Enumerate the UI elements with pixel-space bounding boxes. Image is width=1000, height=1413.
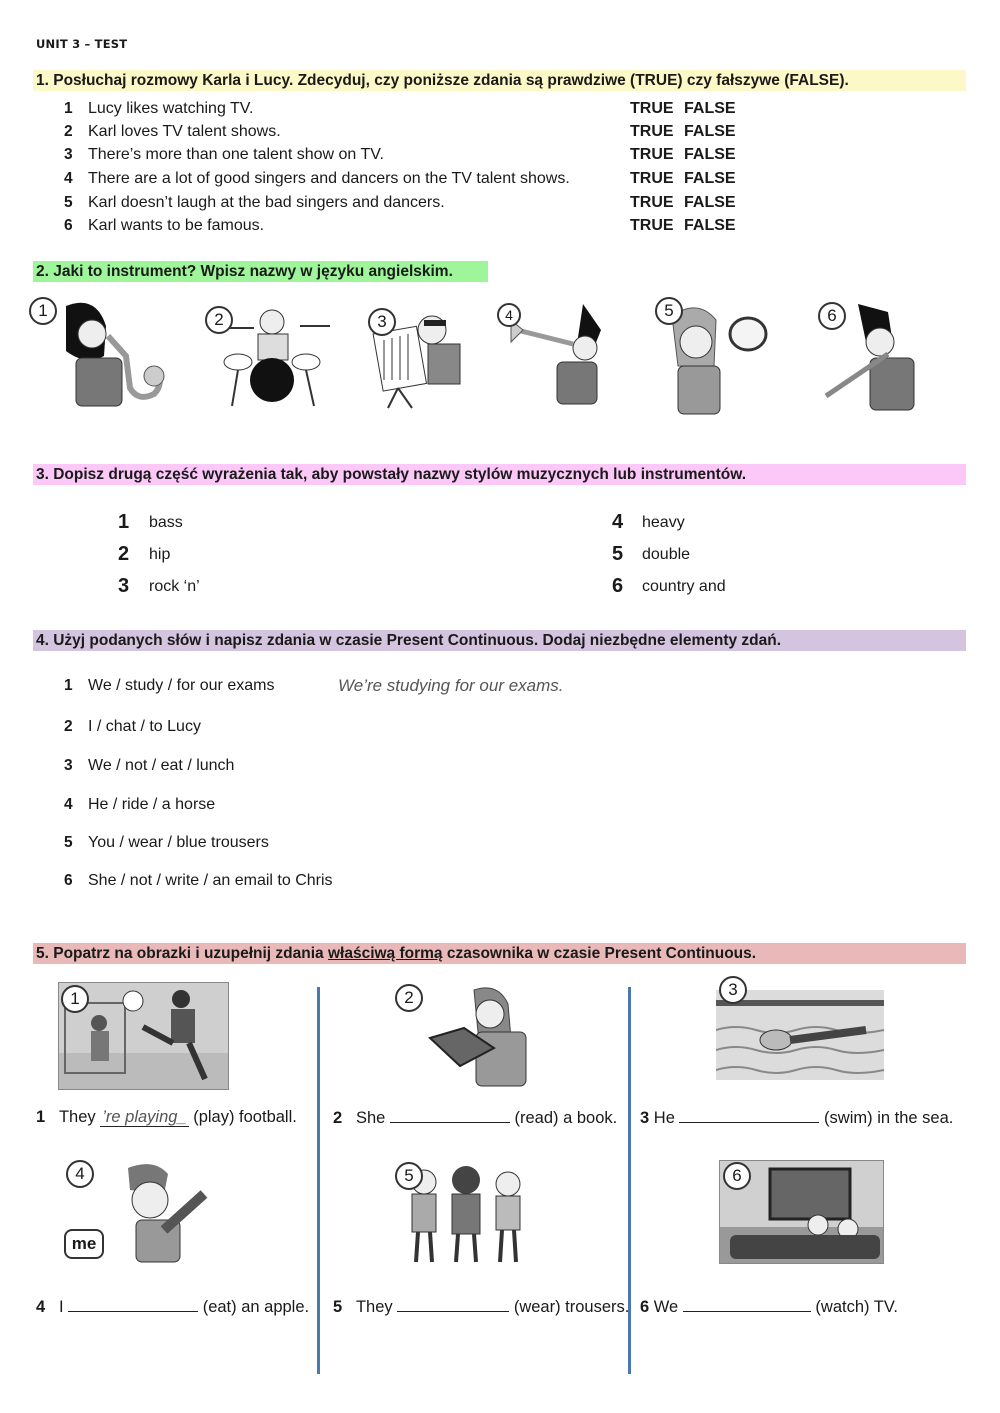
item-number: 1 [64,100,73,117]
sentence-number: 6 [640,1298,650,1316]
true-false-choice[interactable]: TRUE FALSE [630,123,736,140]
sentence-start: She [355,1109,390,1127]
exercise-1-heading: 1. Posłuchaj rozmowy Karla i Lucy. Zdecyduj, czy poniższe zdania są prawdziwe (TRUE) czy fałszywe (FALSE). [33,70,966,91]
statement-text: There’s more than one talent show on TV. [88,146,384,163]
expression-start: bass [149,514,183,531]
item-number: 2 [64,123,73,140]
sentence-end: (watch) TV. [810,1298,898,1316]
picture-number: 5 [395,1162,423,1190]
sentence-5 [333,1297,629,1317]
statement-text: Lucy likes watching TV. [88,100,254,117]
sentence-4 [36,1297,309,1317]
picture-number: 3 [719,976,747,1004]
word-prompt: I / chat / to Lucy [88,718,201,735]
statement-text: Karl loves TV talent shows. [88,123,281,140]
item-number: 1 [118,511,130,533]
picture-number: 4 [66,1160,94,1188]
me-speech-bubble: me [64,1229,104,1259]
heading-part: 5. Popatrz na obrazki i uzupełnij zdania [36,945,328,962]
column-divider [317,987,320,1374]
sentence-start: They [58,1108,101,1126]
item-number: 5 [64,194,73,211]
item-number: 4 [64,796,73,813]
item-number: 1 [64,677,73,694]
picture-number: 4 [497,303,521,327]
unit-title: UNIT 3 – TEST [36,37,128,51]
answer-blank[interactable] [397,1297,509,1312]
item-number: 6 [64,872,73,889]
picture-number: 2 [395,984,423,1012]
heading-underlined: właściwą formą [327,945,443,962]
swimming-picture [716,990,884,1080]
item-number: 5 [64,834,73,851]
true-false-choice[interactable]: TRUE FALSE [630,146,736,163]
item-number: 2 [118,543,130,565]
picture-number: 3 [368,308,396,336]
picture-number: 1 [29,297,57,325]
answer-blank[interactable] [68,1297,198,1312]
answer-blank[interactable] [390,1108,510,1123]
expression-start: hip [149,546,171,563]
reading-girl-picture [418,984,548,1089]
true-false-choice[interactable]: TRUE FALSE [630,100,736,117]
item-number: 3 [118,575,130,597]
true-false-choice[interactable]: TRUE FALSE [630,170,736,187]
item-number: 3 [64,757,73,774]
statement-text: There are a lot of good singers and dancers on the TV talent shows. [88,170,570,187]
word-prompt: She / not / write / an email to Chris [88,872,333,889]
item-number: 5 [612,543,624,565]
exercise-3-heading: 3. Dopisz drugą część wyrażenia tak, aby powstały nazwy stylów muzycznych lub instrumentów. [33,464,966,485]
true-false-choice[interactable]: TRUE FALSE [630,217,736,234]
sentence-start: He [653,1109,680,1127]
sentence-start: We [653,1298,683,1316]
expression-start: rock ‘n’ [149,578,200,595]
expression-start: country and [642,578,726,595]
exercise-4-heading: 4. Użyj podanych słów i napisz zdania w czasie Present Continuous. Dodaj niezbędne elementy zdań. [33,630,966,651]
sentence-3 [640,1108,953,1128]
sentence-2 [333,1108,617,1128]
item-number: 2 [64,718,73,735]
sentence-number: 5 [333,1298,343,1316]
sentence-1 [36,1108,297,1127]
sentence-number: 4 [36,1298,46,1316]
picture-number: 1 [61,985,89,1013]
heading-part: czasownika w czasie Present Continuous. [442,945,757,962]
sentence-end: (read) a book. [509,1109,618,1127]
word-prompt: We / not / eat / lunch [88,757,235,774]
statement-text: Karl wants to be famous. [88,217,265,234]
picture-number: 2 [205,306,233,334]
exercise-2-heading: 2. Jaki to instrument? Wpisz nazwy w języku angielskim. [33,261,488,282]
item-number: 6 [612,575,624,597]
word-prompt: He / ride / a horse [88,796,216,813]
sentence-number: 3 [640,1109,650,1127]
sentence-number: 2 [333,1109,343,1127]
item-number: 4 [612,511,624,533]
word-prompt: We / study / for our exams [88,677,275,694]
picture-number: 6 [818,302,846,330]
true-false-choice[interactable]: TRUE FALSE [630,194,736,211]
expression-start: heavy [642,514,685,531]
word-prompt: You / wear / blue trousers [88,834,269,851]
statement-text: Karl doesn’t laugh at the bad singers and dancers. [88,194,445,211]
answer-blank[interactable] [679,1108,819,1123]
item-number: 4 [64,170,73,187]
sentence-end: (eat) an apple. [198,1298,310,1316]
sentence-6 [640,1297,898,1317]
sentence-end: (play) football. [188,1108,297,1126]
sentence-start: They [355,1298,398,1316]
picture-number: 6 [723,1162,751,1190]
sentence-number: 1 [36,1108,46,1126]
picture-number: 5 [655,297,683,325]
item-number: 6 [64,217,73,234]
item-number: 3 [64,146,73,163]
expression-start: double [642,546,691,563]
sentence-end: (wear) trousers. [509,1298,630,1316]
answer-blank[interactable] [683,1297,811,1312]
exercise-5-heading [33,943,966,964]
example-answer: We’re studying for our exams. [338,676,564,695]
sentence-start: I [58,1298,69,1316]
sentence-end: (swim) in the sea. [819,1109,954,1127]
example-fill: ’re playing_ [102,1108,187,1126]
